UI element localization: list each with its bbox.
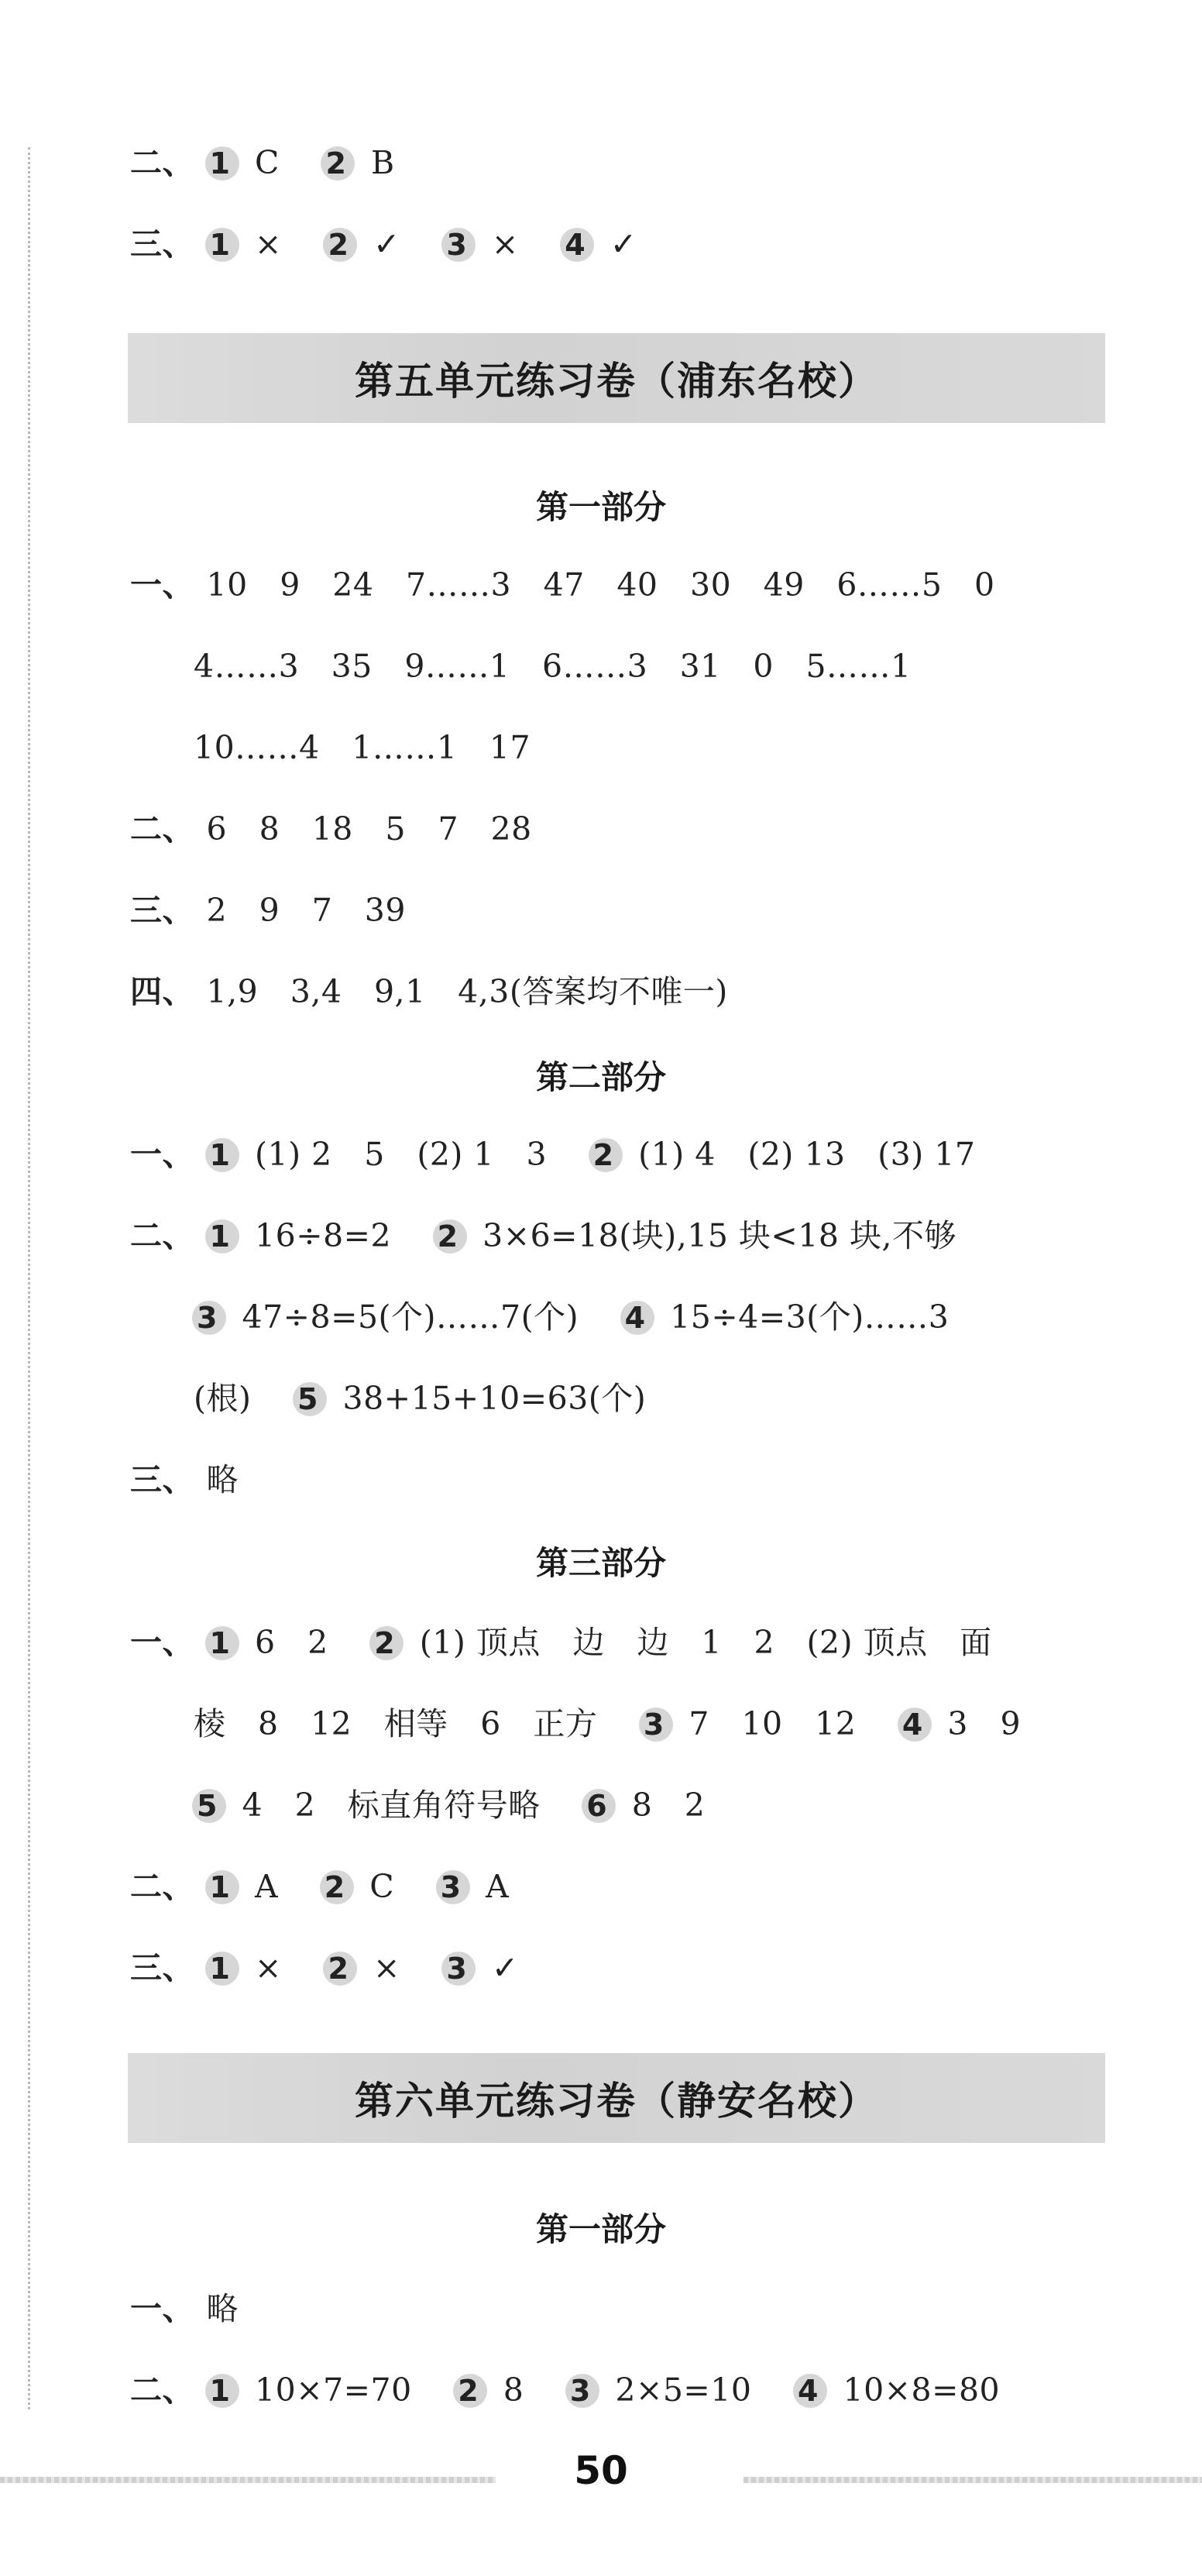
answer-line: 三、 略 <box>130 1461 239 1498</box>
question-number: 2 <box>325 1945 352 1992</box>
question-number: 1 <box>207 1213 234 1260</box>
answer-line: 三、 1 × 2 × 3 ✓ <box>130 1945 551 1992</box>
question-number: 1 <box>207 1945 234 1992</box>
question-number: 2 <box>455 2368 482 2414</box>
question-number: 5 <box>194 1783 221 1829</box>
answer-line: 三、 2 9 7 39 <box>130 892 406 929</box>
page-number: 50 <box>574 2448 628 2493</box>
question-number: 3 <box>194 1295 221 1341</box>
part-title: 第一部分 <box>535 2210 666 2248</box>
question-number: 3 <box>443 1945 470 1992</box>
question-number: 1 <box>207 140 234 187</box>
answer-line: 一、 略 <box>130 2290 239 2327</box>
question-number: 3 <box>438 1864 465 1911</box>
answer-line: 二、 6 8 18 5 7 28 <box>130 810 532 848</box>
question-number: 1 <box>207 222 234 268</box>
answer-line: 5 4 2 标直角符号略 6 8 2 <box>194 1782 737 1829</box>
answer-line: 二、 1 10×7=70 2 8 3 2×5=10 4 10×8=80 <box>130 2367 1032 2414</box>
question-number: 2 <box>590 1132 617 1178</box>
answer-line: 棱 8 12 相等 6 正方 3 7 10 12 4 3 9 <box>194 1701 1053 1748</box>
question-number: 1 <box>207 1864 234 1911</box>
question-number: 4 <box>622 1295 649 1341</box>
answer-line: 一、 1 (1) 2 5 (2) 1 3 2 (1) 4 (2) 13 (3) 17 <box>130 1131 1008 1178</box>
answer-line: 二、 1 16÷8=2 2 3×6=18(块),15 块<18 块,不够 <box>130 1212 989 1260</box>
question-number: 1 <box>207 1132 234 1178</box>
answer-line: 3 47÷8=5(个)……7(个) 4 15÷4=3(个)……3 <box>194 1294 981 1341</box>
question-number: 5 <box>294 1376 321 1422</box>
question-number: 1 <box>207 2368 234 2414</box>
question-number: 3 <box>567 2368 594 2414</box>
answer-line: (根) 5 38+15+10=63(个) <box>194 1375 678 1422</box>
section-banner: 第五单元练习卷（浦东名校） <box>128 333 1105 423</box>
part-title: 第三部分 <box>535 1544 666 1582</box>
answer-line: 一、 10 9 24 7……3 47 40 30 49 6……5 0 <box>130 566 995 604</box>
section-banner: 第六单元练习卷（静安名校） <box>128 2053 1105 2143</box>
answer-line: 一、 1 6 2 2 (1) 顶点 边 边 1 2 (2) 顶点 面 <box>130 1619 1025 1666</box>
answer-line: 二、 1 A 2 C 3 A <box>130 1863 541 1911</box>
question-number: 2 <box>325 222 352 268</box>
answer-line: 10……4 1……1 17 <box>194 729 531 766</box>
part-title: 第一部分 <box>535 488 666 526</box>
answer-line: 四、 1,9 3,4 9,1 4,3(答案均不唯一) <box>130 973 728 1010</box>
question-number: 3 <box>640 1701 668 1748</box>
question-number: 2 <box>321 1864 349 1911</box>
question-number: 2 <box>371 1620 398 1666</box>
answer-line: 二、 1 C 2 B <box>130 139 428 187</box>
question-number: 4 <box>899 1701 926 1748</box>
question-number: 2 <box>322 140 349 187</box>
question-number: 4 <box>562 222 589 268</box>
question-number: 1 <box>207 1620 234 1666</box>
question-number: 4 <box>795 2368 822 2414</box>
question-number: 3 <box>443 222 470 268</box>
question-number: 6 <box>583 1783 610 1829</box>
answer-line: 三、 1 × 2 ✓ 3 × 4 ✓ <box>130 221 670 268</box>
question-number: 2 <box>434 1213 462 1260</box>
part-title: 第二部分 <box>535 1058 666 1096</box>
answer-line: 4……3 35 9……1 6……3 31 0 5……1 <box>194 648 912 685</box>
